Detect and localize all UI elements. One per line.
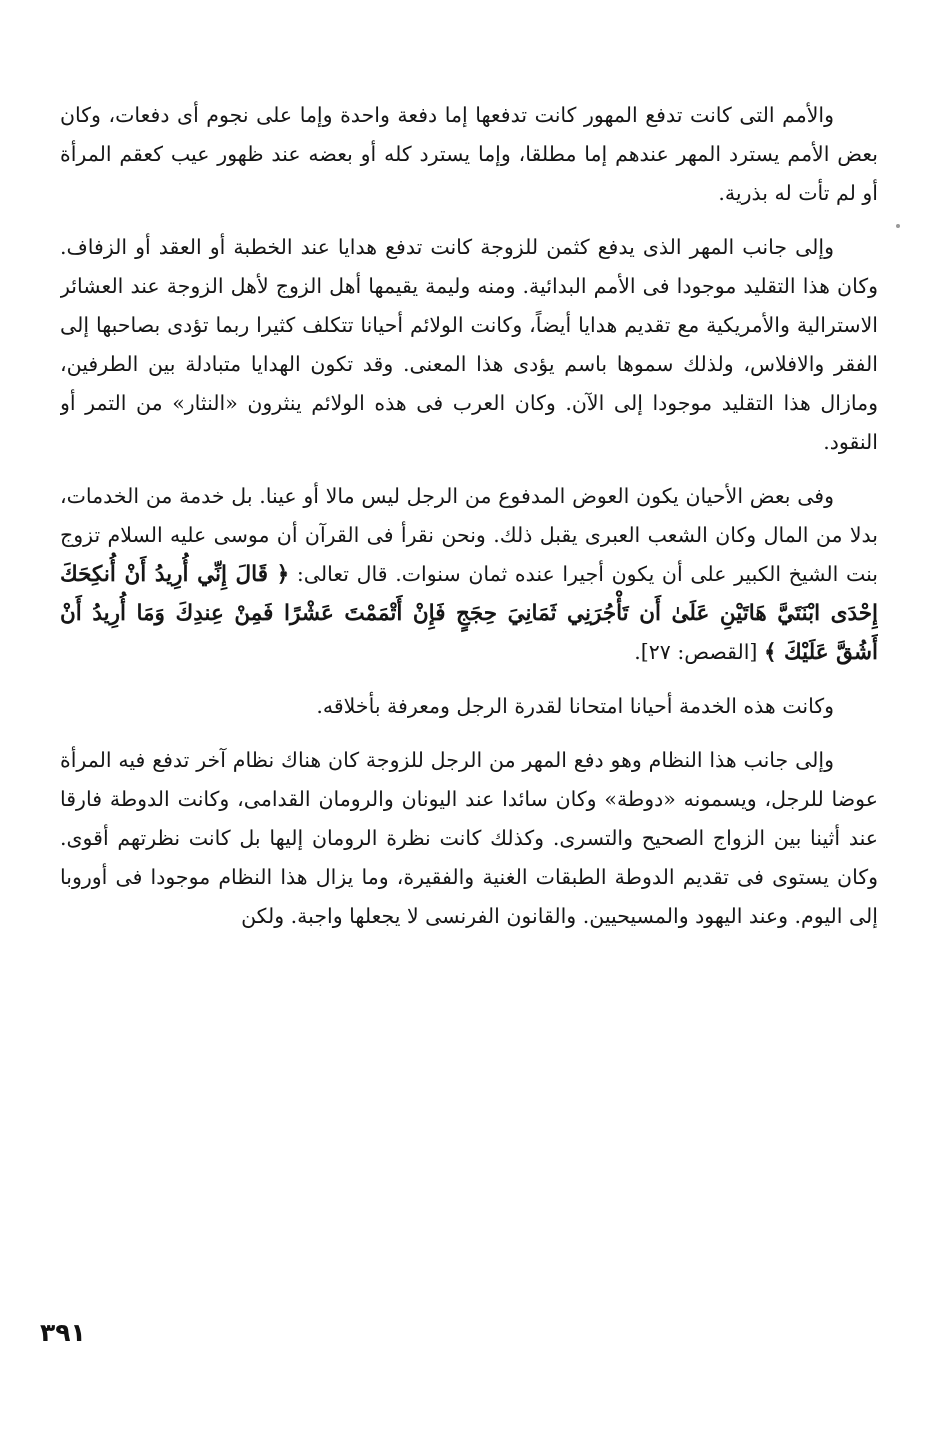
paragraph-text: وإلى جانب هذا النظام وهو دفع المهر من الرجل للزوجة كان هناك نظام آخر تدفع فيه المرأة عوضا للرجل، ويسمونه «دوطة» وكان سائدا عند اليونان والرومان القدامى، وكانت الدوطة فارقا عند أثينا بين الزواج الصحيح والتسرى. وكذلك كانت نظرة الرومان إليها بل كانت نظرتهم أقوى. وكان يستوى فى تقديم الدوطة الطبقات الغنية والفقيرة، وما يزال هذا النظام موجودا فى أوروبا إلى اليوم. وعند اليهود والمسيحيين. والقانون الفرنسى لا يجعلها واجبة. ولكن [60, 748, 878, 928]
paragraph-dota [60, 741, 878, 936]
paragraph-text: وكانت هذه الخدمة أحيانا امتحانا لقدرة الرجل ومعرفة بأخلاقه. [316, 694, 834, 718]
paragraph-text: وفى بعض الأحيان يكون العوض المدفوع من الرجل ليس مالا أو عينا. بل خدمة من الخدمات، بدلا من المال وكان الشعب العبرى يقبل ذلك. ونحن نقرأ فى القرآن أن موسى عليه السلام تزوج بنت الشيخ الكبير على أن يكون أجيرا عنده ثمان سنوات. قال تعالى: [60, 484, 878, 586]
paragraph-gifts [60, 228, 878, 462]
paragraph-text: والأمم التى كانت تدفع المهور كانت تدفعها إما دفعة واحدة وإما على نجوم أى دفعات، وكان بعض الأمم يسترد المهر عندهم إما مطلقا، وإما يسترد كله أو بعضه عند ظهور عيب كعقم المرأة أو لم تأت له بذرية. [60, 103, 878, 205]
page-body [60, 96, 878, 1336]
page-number: ٣٩١ [40, 1318, 86, 1347]
paragraph-text: وإلى جانب المهر الذى يدفع كثمن للزوجة كانت تدفع هدايا عند الخطبة أو العقد أو الزفاف. وكان هذا التقليد موجودا فى الأمم البدائية. ومنه وليمة يقيمها أهل الزوج لأهل الزوجة عند العشائر الاسترالية والأمريكية مع تقديم هدايا أيضاً، وكانت الولائم أحيانا تتكلف كثيرا ربما تؤدى بصاحبها إلى الفقر والافلاس، ولذلك سموها باسم يؤدى هذا المعنى. وقد تكون الهدايا متبادلة بين الطرفين، ومازال هذا التقليد موجودا إلى الآن. وكان العرب فى هذه الولائم ينثرون «النثار» من التمر أو النقود. [60, 235, 878, 454]
scan-speck [896, 224, 900, 228]
quran-verse: ﴿ قَالَ إِنِّي أُرِيدُ أَنْ أُنكِحَكَ إِحْدَى ابْنَتَيَّ هَاتَيْنِ عَلَىٰ أَن تَأْجُرَنِي ثَمَانِيَ حِجَجٍ فَإِنْ أَتْمَمْتَ عَشْرًا فَمِنْ عِندِكَ وَمَا أُرِيدُ أَنْ أَشُقَّ عَلَيْكَ ﴾ [60, 562, 878, 665]
paragraph-dowry-payment [60, 96, 878, 213]
paragraph-service-test [60, 687, 878, 726]
verse-citation: [القصص: ٢٧]. [634, 640, 758, 664]
paragraph-service-as-dowry [60, 477, 878, 672]
